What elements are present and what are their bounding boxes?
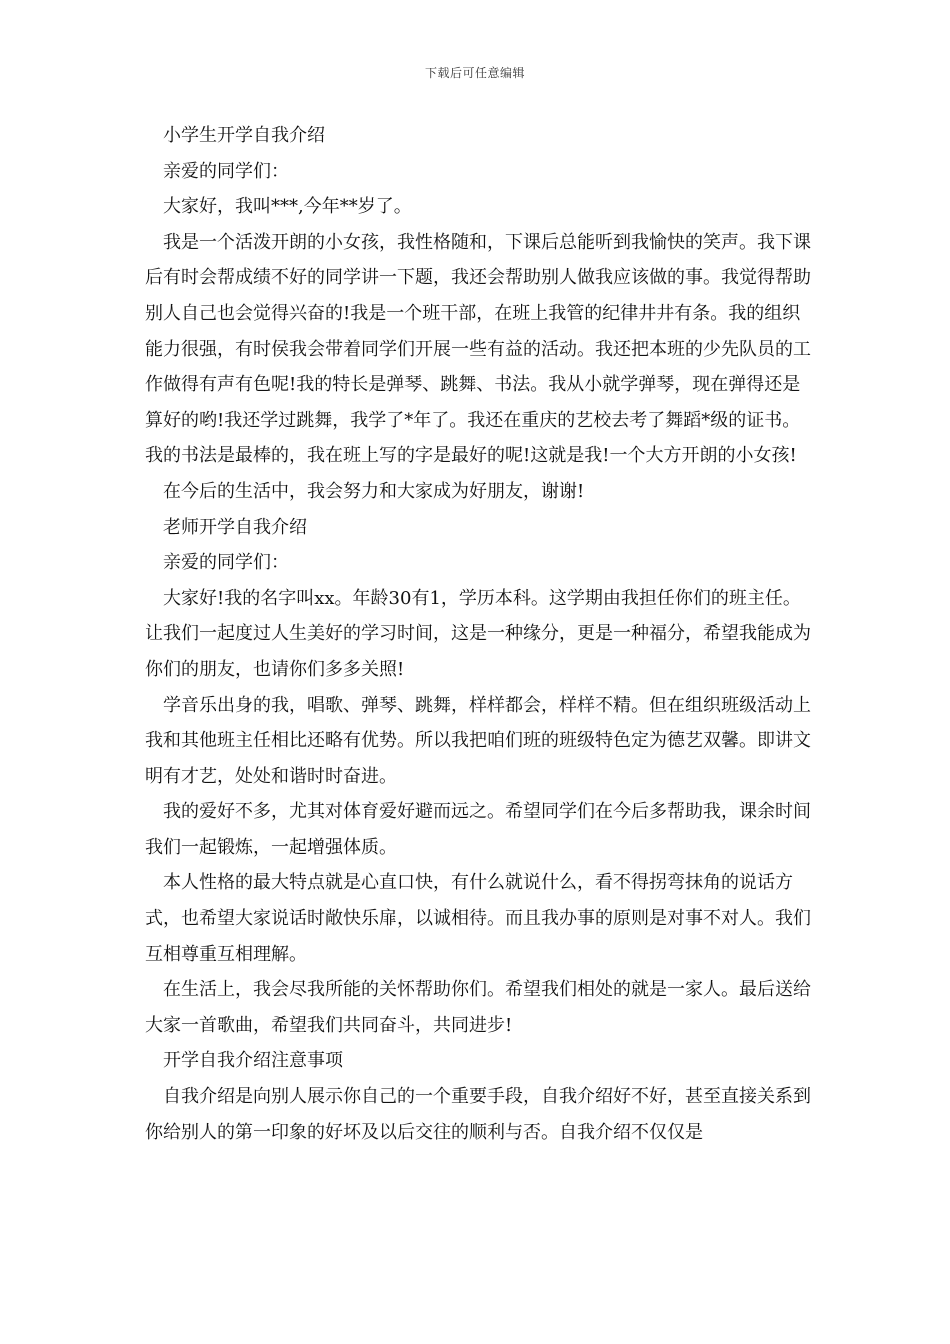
paragraph: 自我介绍是向别人展示你自己的一个重要手段，自我介绍好不好，甚至直接关系到你给别人的第一印象的好坏及以后交往的顺利与否。自我介绍不仅仅是	[145, 1086, 811, 1143]
paragraph: 我是一个活泼开朗的小女孩，我性格随和，下课后总能听到我愉快的笑声。我下课后有时会帮成绩不好的同学讲一下题，我还会帮助别人做我应该做的事。我觉得帮助别人自己也会觉得兴奋的!我是一个班干部，在班上我管的纪律井井有条。我的组织能力很强，有时侯我会带着同学们开展一些有益的活动。我还把本班的少先队员的工作做得有声有色呢!我的特长是弹琴、跳舞、书法。我从小就学弹琴，现在弹得还是算好的哟!我还学过跳舞，我学了*年了。我还在重庆的艺校去考了舞蹈*级的证书。我的书法是最棒的，我在班上写的字是最好的呢!这就是我!一个大方开朗的小女孩!	[145, 231, 811, 467]
paragraph: 大家好，我叫***,今年**岁了。	[163, 196, 412, 218]
paragraph: 大家好!我的名字叫xx。年龄30有1，学历本科。这学期由我担任你们的班主任。让我们一起度过人生美好的学习时间，这是一种缘分，更是一种福分，希望我能成为你们的朋友，也请你们多多关照!	[145, 587, 811, 680]
paragraph: 在生活上，我会尽我所能的关怀帮助你们。希望我们相处的就是一家人。最后送给大家一首歌曲，希望我们共同奋斗，共同进步!	[145, 979, 811, 1036]
document-body	[145, 118, 813, 1150]
page-header: 下载后可任意编辑	[424, 66, 525, 80]
salutation: 亲爱的同学们：	[163, 552, 289, 574]
salutation: 亲爱的同学们：	[163, 160, 289, 182]
section-title-notes: 开学自我介绍注意事项	[163, 1050, 343, 1072]
paragraph: 在今后的生活中，我会努力和大家成为好朋友，谢谢!	[163, 480, 585, 502]
section-title-teacher: 老师开学自我介绍	[163, 516, 307, 538]
paragraph: 本人性格的最大特点就是心直口快，有什么就说什么，看不得拐弯抹角的说话方式，也希望大家说话时敞快乐扉，以诚相待。而且我办事的原则是对事不对人。我们互相尊重互相理解。	[145, 872, 811, 965]
paragraph: 学音乐出身的我，唱歌、弹琴、跳舞，样样都会，样样不精。但在组织班级活动上我和其他班主任相比还略有优势。所以我把咱们班的班级特色定为德艺双馨。即讲文明有才艺，处处和谐时时奋进。	[145, 694, 811, 787]
paragraph: 我的爱好不多，尤其对体育爱好避而远之。希望同学们在今后多帮助我，课余时间我们一起锻炼，一起增强体质。	[145, 801, 811, 858]
section-title-student: 小学生开学自我介绍	[163, 125, 325, 146]
